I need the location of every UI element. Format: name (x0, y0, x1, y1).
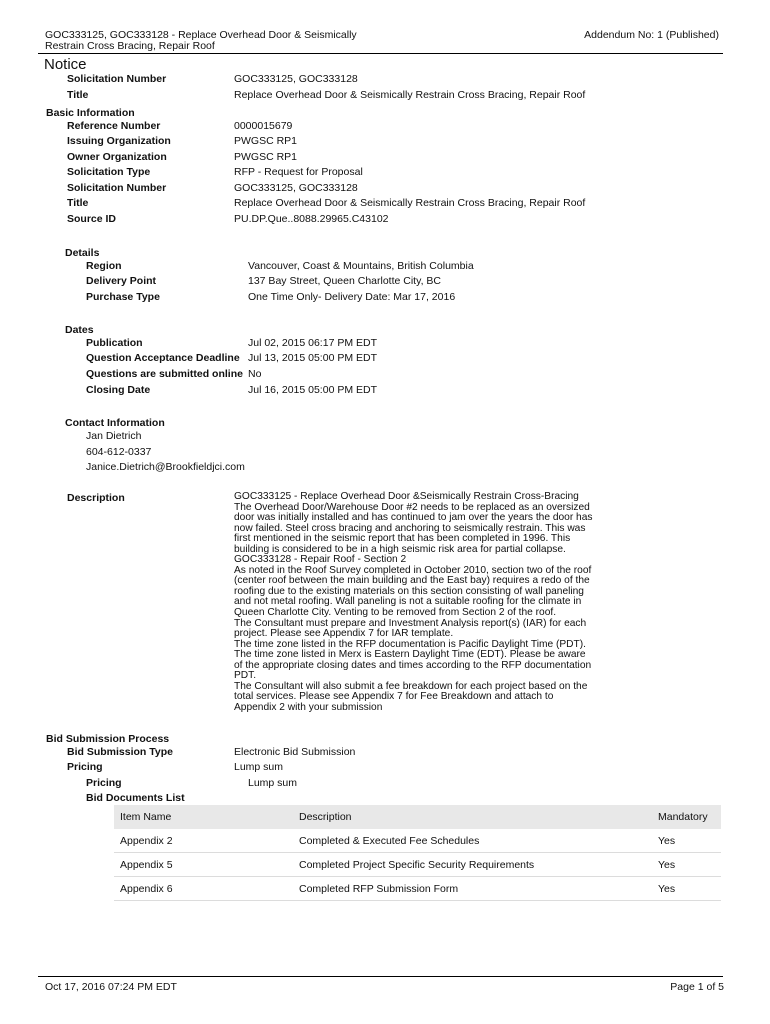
purchase-type-value: One Time Only- Delivery Date: Mar 17, 2016 (248, 291, 456, 303)
source-id-value: PU.DP.Que..8088.29965.C43102 (234, 213, 389, 225)
solicitation-number-value: GOC333125, GOC333128 (234, 73, 358, 85)
bid-documents-table (114, 805, 721, 901)
issuing-organization-label: Issuing Organization (67, 135, 171, 147)
delivery-point-label: Delivery Point (86, 275, 157, 287)
title-label: Title (67, 89, 89, 101)
contact-heading: Contact Information (65, 417, 165, 429)
item-name-cell: Appendix 6 (114, 877, 293, 901)
dates-heading: Dates (65, 324, 94, 336)
details-heading: Details (65, 247, 100, 259)
header-divider (38, 53, 723, 54)
delivery-point-value: 137 Bay Street, Queen Charlotte City, BC (248, 275, 441, 287)
table-header-row (114, 805, 721, 829)
description-cell: Completed RFP Submission Form (293, 877, 652, 901)
document-title-line-1: GOC333125, GOC333128 - Replace Overhead Door & Seismically (45, 29, 357, 41)
addendum-status: Addendum No: 1 (Published) (584, 29, 719, 41)
column-header-mandatory: Mandatory (652, 805, 721, 829)
bid-process-heading: Bid Submission Process (46, 733, 170, 745)
footer-timestamp: Oct 17, 2016 07:24 PM EDT (45, 981, 177, 993)
pricing-label: Pricing (67, 761, 103, 773)
bid-type-label: Bid Submission Type (67, 746, 173, 758)
pricing-sub-value: Lump sum (248, 777, 298, 789)
description-text: GOC333125 - Replace Overhead Door &Seismically Restrain Cross-Bracing The Overhead Door/Warehouse Door #2 needs to be replaced as an oversized door was initially installed and has continued to jam over the years the door has now failed. Steel cross bracing and anchoring to seismically restrain. This was first mentioned in the seismic report that has been completed in 1996. This building is considered to be in a high seismic risk area for partial collapse. GOC333128 - Repair Roof - Section 2 As noted in the Roof Survey completed in October 2010, section two of the roof (center roof between the main building and the East bay) requires a redo of the roofing due to the existing materials on this section consisting of wall paneling and not metal roofing. Wall paneling is not a suitable roofing for the climate in Queen Charlotte City. Venting to be removed from Section 2 of the roof. The Consultant must prepare and Investment Analysis report(s) (IAR) for each project. Please see Appendix 7 for IAR template. The time zone listed in the RFP documentation is Pacific Daylight Time (PDT). The time zone listed in Merx is Eastern Daylight Time (EDT). Please be aware of the appropriate closing dates and times according to the RFP documentation PDT. The Consultant will also submit a fee breakdown for each project based on the total services. Please see Appendix 7 for Fee Breakdown and attach to Appendix 2 with your submission (234, 491, 593, 713)
bid-documents-label: Bid Documents List (86, 792, 185, 804)
solicitation-type-value: RFP - Request for Proposal (234, 166, 363, 178)
region-value: Vancouver, Coast & Mountains, British Columbia (248, 260, 474, 272)
closing-date-label: Closing Date (86, 384, 151, 396)
column-header-item-name: Item Name (114, 805, 293, 829)
question-deadline-value: Jul 13, 2015 05:00 PM EDT (248, 352, 377, 364)
document-title (45, 30, 357, 52)
closing-date-value: Jul 16, 2015 05:00 PM EDT (248, 384, 377, 396)
table-row (114, 877, 721, 901)
reference-number-value: 0000015679 (234, 120, 293, 132)
table-row (114, 853, 721, 877)
contact-email: Janice.Dietrich@Brookfieldjci.com (86, 461, 245, 473)
description-cell: Completed & Executed Fee Schedules (293, 829, 652, 853)
basic-solicitation-number-label: Solicitation Number (67, 182, 167, 194)
item-name-cell: Appendix 2 (114, 829, 293, 853)
question-deadline-label: Question Acceptance Deadline (86, 352, 240, 364)
description-label: Description (67, 492, 125, 504)
reference-number-label: Reference Number (67, 120, 161, 132)
document-title-line-2: Restrain Cross Bracing, Repair Roof (45, 40, 215, 52)
bid-type-value: Electronic Bid Submission (234, 746, 356, 758)
basic-title-label: Title (67, 197, 89, 209)
source-id-label: Source ID (67, 213, 117, 225)
publication-label: Publication (86, 337, 143, 349)
column-header-description: Description (293, 805, 652, 829)
basic-info-heading: Basic Information (46, 107, 135, 119)
owner-organization-value: PWGSC RP1 (234, 151, 298, 163)
table-row (114, 829, 721, 853)
title-value: Replace Overhead Door & Seismically Restrain Cross Bracing, Repair Roof (234, 89, 586, 101)
solicitation-number-label: Solicitation Number (67, 73, 167, 85)
solicitation-type-label: Solicitation Type (67, 166, 151, 178)
pricing-sub-label: Pricing (86, 777, 122, 789)
item-name-cell: Appendix 5 (114, 853, 293, 877)
contact-name: Jan Dietrich (86, 430, 142, 442)
footer-divider (38, 976, 723, 977)
region-label: Region (86, 260, 122, 272)
notice-heading: Notice (44, 56, 87, 73)
questions-online-label: Questions are submitted online (86, 368, 243, 380)
basic-title-value: Replace Overhead Door & Seismically Restrain Cross Bracing, Repair Roof (234, 197, 586, 209)
issuing-organization-value: PWGSC RP1 (234, 135, 298, 147)
owner-organization-label: Owner Organization (67, 151, 167, 163)
contact-phone: 604-612-0337 (86, 446, 152, 458)
purchase-type-label: Purchase Type (86, 291, 160, 303)
mandatory-cell: Yes (652, 829, 721, 853)
page-number: Page 1 of 5 (670, 981, 724, 993)
publication-value: Jul 02, 2015 06:17 PM EDT (248, 337, 377, 349)
pricing-value: Lump sum (234, 761, 284, 773)
mandatory-cell: Yes (652, 853, 721, 877)
description-cell: Completed Project Specific Security Requirements (293, 853, 652, 877)
questions-online-value: No (248, 368, 262, 380)
mandatory-cell: Yes (652, 877, 721, 901)
basic-solicitation-number-value: GOC333125, GOC333128 (234, 182, 358, 194)
